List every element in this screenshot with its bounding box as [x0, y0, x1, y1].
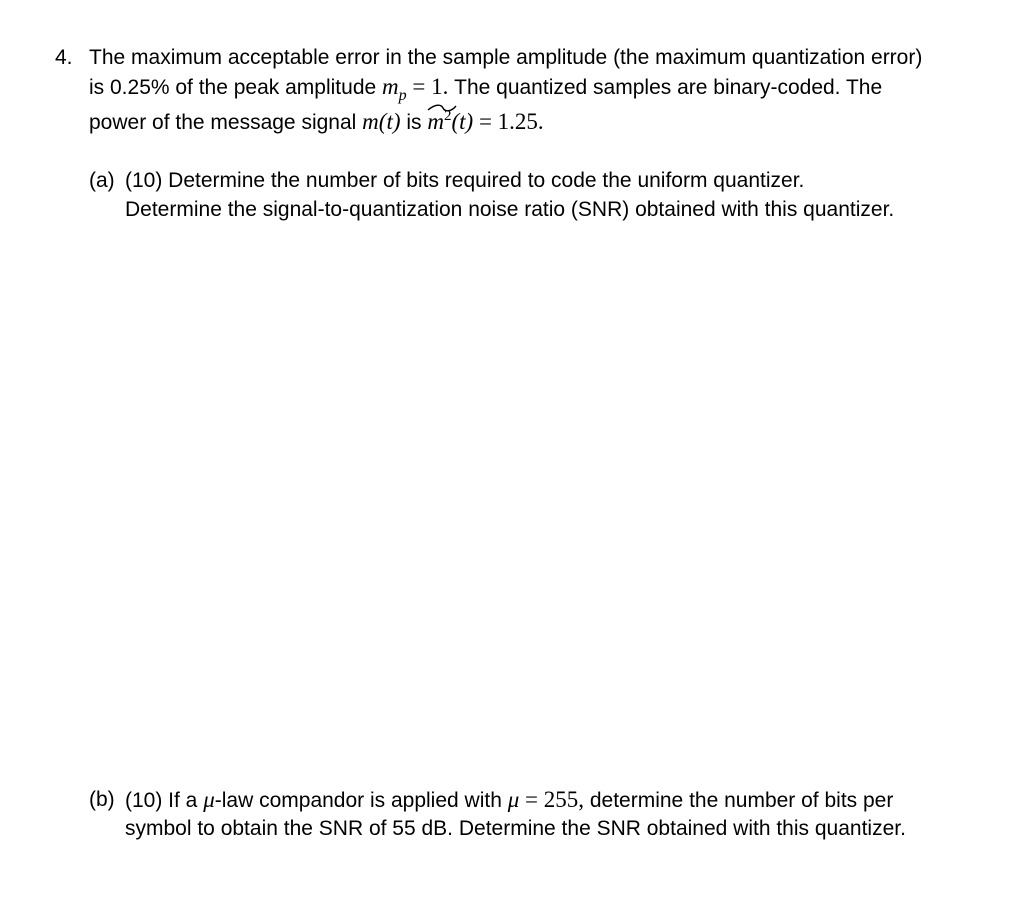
peak-amplitude-symbol: m	[382, 74, 399, 99]
peak-amplitude-expression	[382, 74, 455, 104]
question-line-3	[89, 108, 544, 139]
question-line-2-text-b: The quantized samples are binary-coded. The	[454, 76, 883, 99]
question-line-3-is: is	[400, 111, 428, 134]
mean-square-term	[427, 108, 451, 139]
part-a-label: (a)	[89, 169, 115, 192]
peak-amplitude-value: = 1.	[406, 74, 455, 99]
message-signal-expression	[362, 109, 400, 134]
mean-square-symbol: m	[427, 109, 444, 134]
question-line-2	[89, 73, 882, 104]
part-b-line-1-text-a: (10) If a	[125, 789, 204, 812]
mean-square-arg: (t)	[451, 109, 474, 134]
question-number: 4.	[55, 46, 73, 69]
question-line-2-text-a: is 0.25% of the peak amplitude	[89, 76, 383, 99]
question-line-3-text: power of the message signal	[89, 111, 363, 134]
question-line-1: The maximum acceptable error in the sample amplitude (the maximum quantization error)	[89, 46, 923, 69]
part-b-label: (b)	[89, 788, 115, 811]
part-b-line-1-text-c: determine the number of bits per	[584, 789, 894, 812]
message-signal-arg: (t)	[378, 109, 401, 134]
mean-square-exponent: 2	[443, 108, 452, 124]
part-b-line-1-text-b: -law compandor is applied with	[214, 789, 508, 812]
mu-symbol: μ	[203, 787, 215, 812]
peak-amplitude-subscript: p	[398, 87, 407, 104]
part-b-line-2: symbol to obtain the SNR of 55 dB. Determine the SNR obtained with this quantizer.	[125, 817, 906, 840]
mu-value-expression	[508, 787, 584, 812]
signal-power-value: = 1.25.	[473, 109, 544, 134]
signal-power-expression	[427, 109, 543, 134]
part-b-line-1	[125, 786, 893, 815]
mu-symbol-2: μ	[507, 787, 520, 812]
part-a-line-1: (10) Determine the number of bits required to code the uniform quantizer.	[125, 169, 805, 192]
tilde-accent-icon	[427, 104, 457, 112]
mu-value: = 255,	[519, 787, 585, 812]
part-a-line-2: Determine the signal-to-quantization noise ratio (SNR) obtained with this quantizer.	[125, 198, 895, 221]
message-signal-symbol: m	[362, 109, 379, 134]
